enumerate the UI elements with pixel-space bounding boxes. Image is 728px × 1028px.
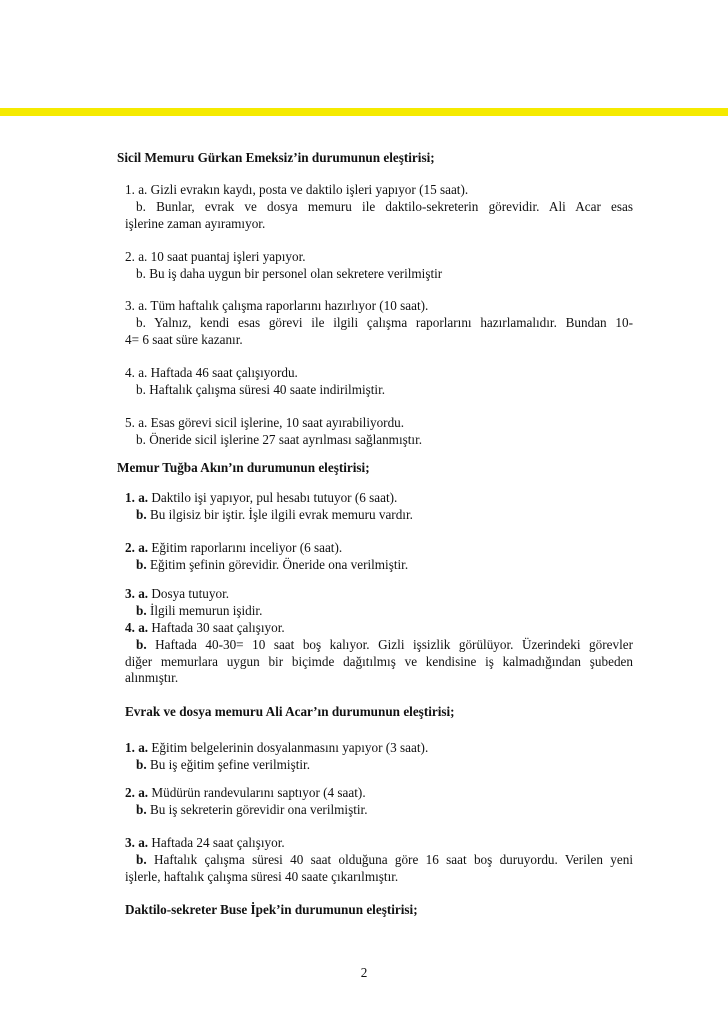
section-heading-buse-ipek: Daktilo-sekreter Buse İpek’in durumunun eleştirisi; bbox=[125, 902, 418, 917]
item-a-text: Daktilo işi yapıyor, pul hesabı tutuyor (6 saat). bbox=[148, 490, 398, 505]
item-a-text: 1. a. Gizli evrakın kaydı, posta ve daktilo işleri yapıyor (15 saat). bbox=[125, 182, 469, 197]
section-heading-ali-acar: Evrak ve dosya memuru Ali Acar’ın durumunun eleştirisi; bbox=[125, 704, 455, 719]
item-a-text: Müdürün randevularını saptıyor (4 saat). bbox=[148, 785, 366, 800]
item-b-label: b. bbox=[136, 756, 147, 772]
list-item-3 bbox=[125, 586, 633, 620]
list-item-1 bbox=[125, 490, 633, 524]
item-a-label: 1. a. bbox=[125, 740, 149, 755]
item-b-text: Bu ilgisiz bir iştir. İşle ilgili evrak memuru vardır. bbox=[146, 506, 413, 522]
list-item-1 bbox=[125, 740, 633, 774]
list-item-2 bbox=[125, 540, 633, 574]
list-item-2 bbox=[125, 249, 633, 283]
item-a-text: Dosya tutuyor. bbox=[148, 586, 230, 601]
item-b-continuation: 4= 6 saat süre kazanır. bbox=[125, 331, 243, 347]
item-b-label: b. bbox=[136, 506, 147, 522]
list-item-3 bbox=[125, 835, 633, 885]
item-b-text: b. Öneride sicil işlerine 27 saat ayrılması sağlanmıştır. bbox=[136, 431, 423, 447]
item-a-text: 4. a. Haftada 46 saat çalışıyordu. bbox=[125, 365, 298, 380]
list-item-4 bbox=[125, 620, 633, 687]
section-heading-tugba: Memur Tuğba Akın’ın durumunun eleştirisi; bbox=[117, 460, 370, 475]
item-b-label: b. bbox=[136, 851, 147, 867]
item-a-text: Haftada 30 saat çalışıyor. bbox=[148, 620, 285, 635]
item-a-text: 5. a. Esas görevi sicil işlerine, 10 saat ayırabiliyordu. bbox=[125, 415, 405, 430]
item-b-text: İlgili memurun işidir. bbox=[146, 602, 263, 618]
item-b-continuation-end: alınmıştır. bbox=[125, 670, 179, 686]
item-b-text: Haftada 40-30= 10 saat boş kalıyor. Gizli işsizlik görülüyor. Üzerindeki görevler bbox=[146, 636, 633, 652]
item-a-text: Haftada 24 saat çalışıyor. bbox=[148, 835, 285, 850]
item-a-text: 3. a. Tüm haftalık çalışma raporlarını hazırlıyor (10 saat). bbox=[125, 298, 429, 313]
item-b-continuation: diğer memurlara uygun bir biçimde dağıtılmış ve kendisine iş kalmadığından şubeden bbox=[125, 653, 633, 669]
item-b-text: Bu iş sekreterin görevidir ona verilmiştir. bbox=[146, 801, 368, 817]
item-a-label: 1. a. bbox=[125, 490, 149, 505]
item-a-label: 4. a. bbox=[125, 620, 149, 635]
item-b-text: Bu iş eğitim şefine verilmiştir. bbox=[146, 756, 311, 772]
item-a-text: Eğitim raporlarını inceliyor (6 saat). bbox=[148, 540, 343, 555]
item-a-label: 3. a. bbox=[125, 586, 149, 601]
item-b-label: b. bbox=[136, 556, 147, 572]
item-b-continuation: işlerine zaman ayıramıyor. bbox=[125, 215, 266, 231]
top-color-band bbox=[0, 108, 728, 116]
item-a-label: 3. a. bbox=[125, 835, 149, 850]
list-item-2 bbox=[125, 785, 633, 819]
item-b-text: b. Bunlar, evrak ve dosya memuru ile daktilo-sekreterin görevidir. Ali Acar esas bbox=[136, 198, 633, 214]
item-b-continuation: işlerle, haftalık çalışma süresi 40 saate çıkarılmıştır. bbox=[125, 868, 399, 884]
item-a-label: 2. a. bbox=[125, 540, 149, 555]
item-b-label: b. bbox=[136, 636, 147, 652]
page-number: 2 bbox=[360, 965, 368, 980]
list-item-4 bbox=[125, 365, 633, 399]
item-b-text: b. Haftalık çalışma süresi 40 saate indirilmiştir. bbox=[136, 381, 386, 397]
item-b-text: b. Bu iş daha uygun bir personel olan sekretere verilmiştir bbox=[136, 265, 443, 281]
section-heading-gurkan: Sicil Memuru Gürkan Emeksiz’in durumunun eleştirisi; bbox=[117, 150, 435, 165]
item-a-text: Eğitim belgelerinin dosyalanmasını yapıyor (3 saat). bbox=[148, 740, 429, 755]
list-item-5 bbox=[125, 415, 633, 449]
item-b-text: b. Yalnız, kendi esas görevi ile ilgili çalışma raporlarını hazırlamalıdır. Bundan 10- bbox=[136, 314, 633, 330]
list-item-1 bbox=[125, 182, 633, 232]
item-b-label: b. bbox=[136, 801, 147, 817]
item-b-text: Eğitim şefinin görevidir. Öneride ona verilmiştir. bbox=[146, 556, 409, 572]
item-a-text: 2. a. 10 saat puantaj işleri yapıyor. bbox=[125, 249, 306, 264]
list-item-3 bbox=[125, 298, 633, 348]
item-a-label: 2. a. bbox=[125, 785, 149, 800]
item-b-label: b. bbox=[136, 602, 147, 618]
item-b-text: Haftalık çalışma süresi 40 saat olduğuna göre 16 saat boş duruyordu. Verilen yeni bbox=[146, 851, 633, 867]
